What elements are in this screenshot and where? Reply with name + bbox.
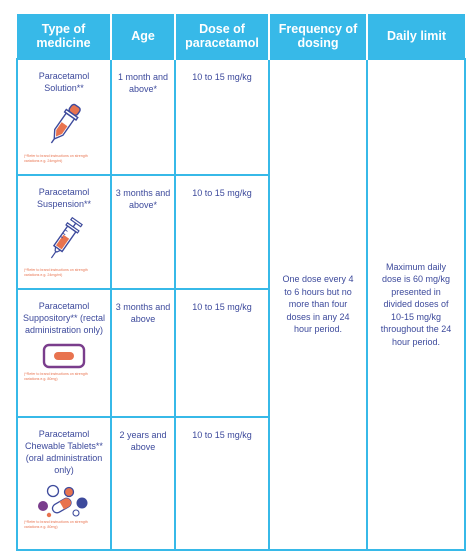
tablets-icon <box>36 482 92 518</box>
header-row <box>17 14 465 59</box>
header-daily-limit: Daily limit <box>367 14 465 59</box>
header-age: Age <box>111 14 175 59</box>
age-cell <box>111 175 175 289</box>
age-cell <box>111 417 175 550</box>
age-value: 2 years and above <box>119 430 167 452</box>
dose-cell <box>175 289 269 417</box>
dose-cell <box>175 417 269 550</box>
type-cell <box>17 417 111 550</box>
dropper-icon <box>44 100 84 150</box>
age-cell <box>111 59 175 175</box>
table-row <box>17 59 465 175</box>
type-cell <box>17 59 111 175</box>
paracetamol-dosage-table <box>16 14 466 551</box>
dose-cell <box>175 59 269 175</box>
medicine-type-suppository: Paracetamol Suppository** (rectal administration only) <box>22 301 106 335</box>
age-value: 3 months and above <box>115 302 171 324</box>
header-frequency: Frequency of dosing <box>269 14 367 59</box>
dose-value: 10 to 15 mg/kg <box>192 188 252 198</box>
dose-cell <box>175 175 269 289</box>
strength-note: (*Refer to brand instructions on strength variations e.g. 24mg/ml) <box>24 154 88 163</box>
daily-limit-cell <box>367 59 465 550</box>
medicine-type-chewable-tablets: Paracetamol Chewable Tablets** (oral administration only) <box>25 429 103 475</box>
syringe-icon <box>44 216 84 264</box>
header-type-of-medicine: Type of medicine <box>17 14 111 59</box>
medicine-type-suspension: Paracetamol Suspension** <box>36 187 92 209</box>
age-value: 3 months and above* <box>115 188 171 210</box>
age-cell <box>111 289 175 417</box>
age-value: 1 month and above* <box>117 72 169 94</box>
dose-value: 10 to 15 mg/kg <box>192 430 252 440</box>
dose-value: 10 to 15 mg/kg <box>192 72 252 82</box>
daily-limit-text: Maximum daily dose is 60 mg/kg presented in divided doses of 10-15 mg/kg throughout the 24 hour period. <box>380 261 452 347</box>
dose-value: 10 to 15 mg/kg <box>192 302 252 312</box>
type-cell <box>17 289 111 417</box>
header-dose: Dose of paracetamol <box>175 14 269 59</box>
medicine-type-solution: Paracetamol Solution** <box>38 71 90 93</box>
strength-note: (*Refer to brand instructions on strength variations e.g. 80mg) <box>24 372 88 381</box>
frequency-text: One dose every 4 to 6 hours but no more than four doses in any 24 hour period. <box>282 274 354 335</box>
suppository-icon <box>41 342 87 370</box>
frequency-cell <box>269 59 367 550</box>
strength-note: (*Refer to brand instructions on strength variations e.g. 24mg/ml) <box>24 268 88 277</box>
strength-note: (*Refer to brand instructions on strength variations e.g. 80mg) <box>24 520 88 529</box>
type-cell <box>17 175 111 289</box>
